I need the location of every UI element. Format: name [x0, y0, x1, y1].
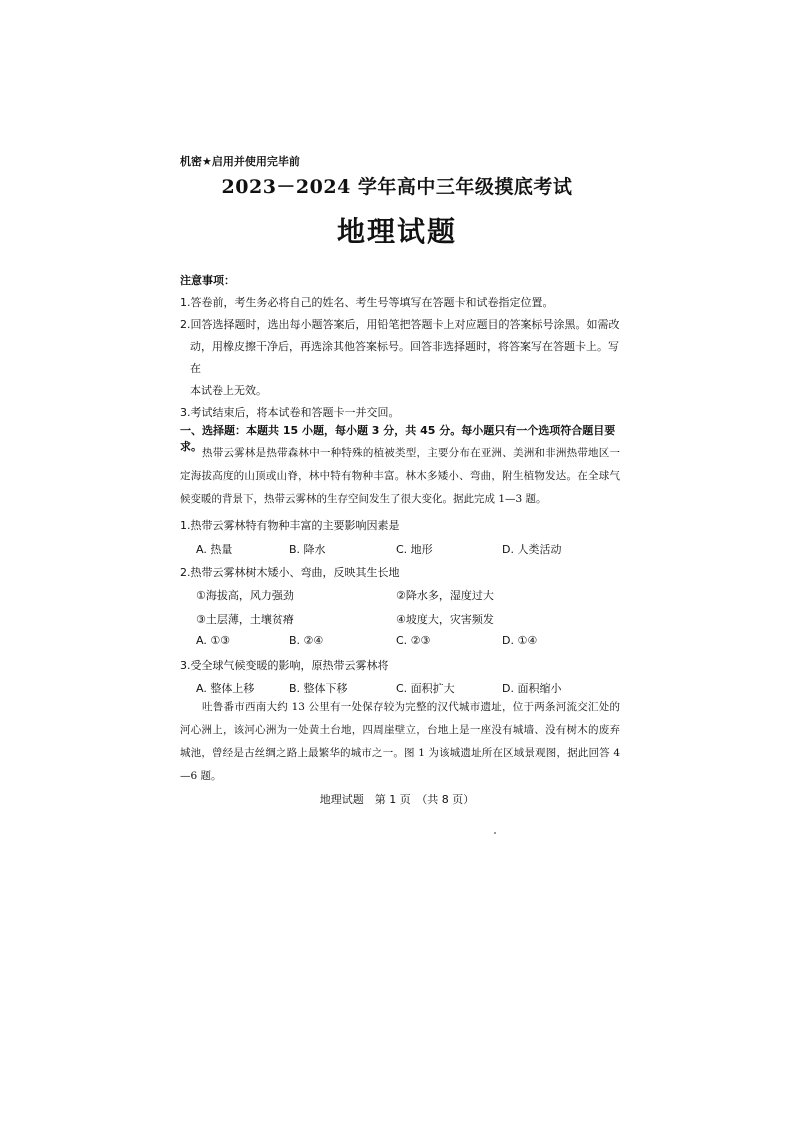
instruction-item: 1.答卷前，考生务必将自己的姓名、考生号等填写在答题卡和试卷指定位置。	[180, 296, 554, 309]
scan-speck	[494, 832, 496, 834]
question-1-option-a: A. 热量	[196, 543, 233, 556]
question-1-stem: 1.热带云雾林特有物种丰富的主要影响因素是	[180, 519, 400, 532]
section-heading: 一、选择题：本题共 15 小题，每小题 3 分，共 45 分。每小题只有一个选项符合题目要求。	[180, 424, 616, 453]
question-3-option-c: C. 面积扩大	[396, 682, 455, 695]
question-2-statement-2: ②降水多，湿度过大	[396, 589, 494, 602]
question-2-statement-1: ①海拔高，风力强劲	[196, 589, 294, 602]
question-1-option-d: D. 人类活动	[502, 543, 562, 556]
question-3-option-b: B. 整体下移	[289, 682, 348, 695]
instructions-heading: 注意事项：	[180, 274, 235, 287]
passage-text: 吐鲁番市西南大约 13 公里有一处保存较为完整的汉代城市遗址，位于两条河流交汇处的河心洲上，该河心洲为一处黄土台地，四周崖壁立，台地上是一座没有城墙、没有树木的废弃城池，曾经是古丝绸之路上最繁华的城市之一。图 1 为该城遗址所在区域景观图，据此回答 4—6 题。	[180, 701, 620, 782]
question-2-option-b: B. ②④	[289, 634, 324, 647]
question-2-option-d: D. ①④	[502, 634, 538, 647]
exam-title: 2023－2024 学年高中三年级摸底考试	[221, 176, 573, 198]
question-2-stem: 2.热带云雾林树木矮小、弯曲，反映其生长地	[180, 566, 400, 579]
instruction-item: 3.考试结束后，将本试卷和答题卡一并交回。	[180, 406, 400, 419]
question-2-option-c: C. ②③	[396, 634, 431, 647]
reading-passage-1	[180, 442, 620, 511]
question-2-option-a: A. ①③	[196, 634, 231, 647]
question-1-option-b: B. 降水	[289, 543, 326, 556]
subject-title: 地理试题	[336, 215, 457, 248]
question-3-option-d: D. 面积缩小	[502, 682, 562, 695]
question-3-stem: 3.受全球气候变暖的影响，原热带云雾林将	[180, 659, 389, 672]
instruction-item: 2.回答选择题时，选出每小题答案后，用铅笔把答题卡上对应题目的答案标号涂黑。如需改	[180, 318, 620, 331]
question-2-statement-3: ③土层薄，土壤贫瘠	[196, 613, 294, 626]
instruction-item: 本试卷上无效。	[190, 384, 267, 397]
page-footer: 地理试题 第 1 页 （共 8 页）	[319, 793, 475, 806]
reading-passage-2	[180, 696, 620, 788]
confidential-label: 机密★启用并使用完毕前	[180, 155, 300, 168]
instruction-item: 动，用橡皮擦干净后，再选涂其他答案标号。回答非选择题时，将答案写在答题卡上。写在	[190, 340, 619, 375]
exam-instructions	[180, 270, 620, 424]
question-1-option-c: C. 地形	[396, 543, 433, 556]
passage-text: 热带云雾林是热带森林中一种特殊的植被类型，主要分布在亚洲、美洲和非洲热带地区一定海拔高度的山顶或山脊，林中特有物种丰富。林木多矮小、弯曲，附生植物发达。在全球气候变暖的背景下，热带云雾林的生存空间发生了很大变化。据此完成 1—3 题。	[180, 447, 620, 505]
question-3-option-a: A. 整体上移	[196, 682, 255, 695]
question-2-statement-4: ④坡度大，灾害频发	[396, 613, 494, 626]
